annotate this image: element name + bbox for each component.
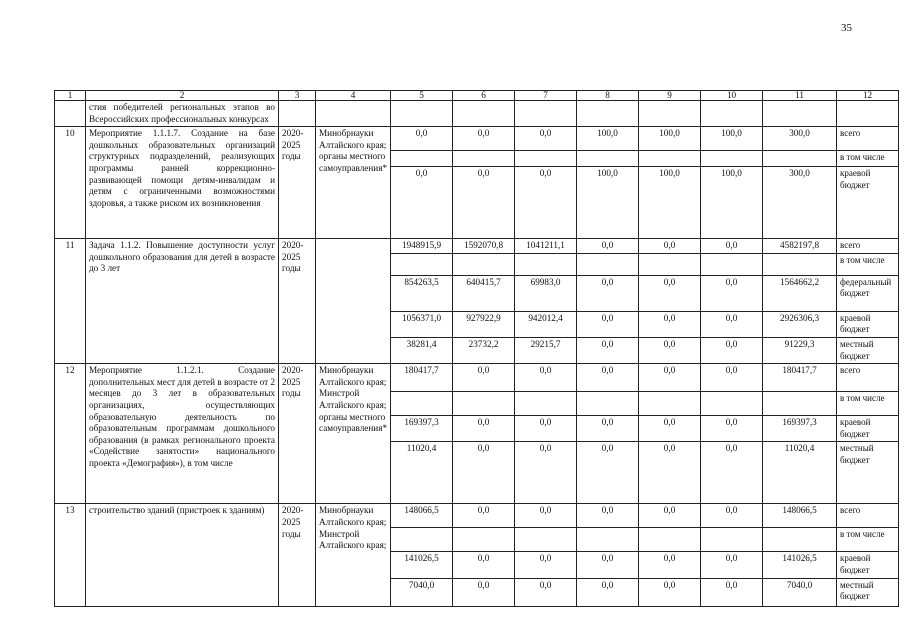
value-cell: [701, 253, 763, 275]
value-cell: 0,0: [577, 504, 639, 528]
value-cell: 0,0: [701, 416, 763, 442]
value-cell: 1056371,0: [391, 311, 453, 337]
value-cell: 0,0: [515, 127, 577, 151]
value-cell: 0,0: [639, 578, 701, 606]
value-cell: 180417,7: [391, 364, 453, 392]
value-cell: 2926306,3: [763, 311, 837, 337]
value-cell: 300,0: [763, 127, 837, 151]
value-cell: 300,0: [763, 167, 837, 239]
header-cell: 8: [577, 91, 639, 101]
value-cell: 11020,4: [763, 442, 837, 504]
value-cell: [577, 253, 639, 275]
value-cell: 148066,5: [391, 504, 453, 528]
activity-name: Мероприятие 1.1.2.1. Создание дополнительных мест для детей в возрасте от 2 месяцев до 3 лет в образовательных организациях, осуществляющих образовательную деятельность по образовательным программам дошкольного образования (в рамках регионального проекта «Содействие занятости» национального проекта «Демография»), в том числе: [86, 364, 279, 504]
period: 2020-2025 годы: [279, 239, 316, 364]
header-cell: 7: [515, 91, 577, 101]
row-number: [55, 101, 86, 127]
value-cell: 141026,5: [391, 552, 453, 578]
value-cell: [453, 151, 515, 167]
value-cell: 0,0: [453, 416, 515, 442]
table-row: [55, 504, 899, 528]
funding-source: краевой бюджет: [837, 311, 899, 337]
value-cell: 0,0: [639, 364, 701, 392]
value-cell: [577, 392, 639, 416]
funding-source: краевой бюджет: [837, 167, 899, 239]
value-cell: 0,0: [701, 275, 763, 311]
value-cell: 29215,7: [515, 337, 577, 363]
value-cell: [391, 528, 453, 552]
funding-source: в том числе: [837, 392, 899, 416]
value-cell: 0,0: [701, 239, 763, 254]
header-cell: 4: [316, 91, 391, 101]
value-cell: [453, 392, 515, 416]
value-cell: [391, 253, 453, 275]
value-cell: 0,0: [701, 504, 763, 528]
value-cell: 0,0: [577, 578, 639, 606]
header-cell: 5: [391, 91, 453, 101]
activity-name: Мероприятие 1.1.1.7. Создание на базе дошкольных образовательных организаций структурных подразделений, реализующих программы ранней коррекционно-развивающей помощи детям-инвалидам и детям с ограниченными возможностями здоровья, а также риском их возникновения: [86, 127, 279, 239]
value-cell: 0,0: [577, 275, 639, 311]
value-cell: 0,0: [391, 127, 453, 151]
activity-name: строительство зданий (пристроек к зданиям): [86, 504, 279, 606]
value-cell: 0,0: [515, 167, 577, 239]
value-cell: [763, 151, 837, 167]
table-row: [55, 239, 899, 254]
value-cell: [763, 392, 837, 416]
value-cell: 0,0: [453, 442, 515, 504]
value-cell: 100,0: [577, 127, 639, 151]
header-cell: 11: [763, 91, 837, 101]
value-cell: 0,0: [577, 552, 639, 578]
page-number: 35: [841, 22, 852, 34]
value-cell: [639, 392, 701, 416]
period: 2020-2025 годы: [279, 504, 316, 606]
value-cell: 0,0: [639, 442, 701, 504]
value-cell: 0,0: [515, 552, 577, 578]
value-cell: [639, 151, 701, 167]
value-cell: [701, 392, 763, 416]
program-table: [54, 90, 899, 607]
header-cell: 10: [701, 91, 763, 101]
period: 2020-2025 годы: [279, 127, 316, 239]
row-number: 12: [55, 364, 86, 504]
funding-source: местный бюджет: [837, 578, 899, 606]
value-cell: 0,0: [639, 416, 701, 442]
value-cell: [515, 392, 577, 416]
value-cell: 7040,0: [391, 578, 453, 606]
value-cell: [701, 151, 763, 167]
value-cell: 0,0: [453, 127, 515, 151]
value-cell: 0,0: [453, 167, 515, 239]
value-cell: [763, 253, 837, 275]
value-cell: 0,0: [639, 275, 701, 311]
header-cell: 12: [837, 91, 899, 101]
activity-name: стия победителей региональных этапов во Всероссийских профессиональных конкурсах: [86, 101, 279, 127]
executor: [316, 239, 391, 364]
funding-source: всего: [837, 504, 899, 528]
row-number: 11: [55, 239, 86, 364]
value-cell: 7040,0: [763, 578, 837, 606]
value-cell: 1948915,9: [391, 239, 453, 254]
header-row: [55, 91, 899, 101]
value-cell: 0,0: [515, 416, 577, 442]
header-cell: 6: [453, 91, 515, 101]
funding-source: местный бюджет: [837, 442, 899, 504]
value-cell: 0,0: [391, 167, 453, 239]
value-cell: 180417,7: [763, 364, 837, 392]
header-cell: 3: [279, 91, 316, 101]
funding-source: в том числе: [837, 151, 899, 167]
value-cell: [391, 151, 453, 167]
value-cell: [639, 253, 701, 275]
executor: Минобрнауки Алтайского края; органы местного самоуправления*: [316, 127, 391, 239]
value-cell: 23732,2: [453, 337, 515, 363]
value-cell: 0,0: [639, 552, 701, 578]
table-row: [55, 127, 899, 151]
value-cell: 148066,5: [763, 504, 837, 528]
funding-source: федеральный бюджет: [837, 275, 899, 311]
value-cell: 0,0: [639, 337, 701, 363]
value-cell: 640415,7: [453, 275, 515, 311]
executor: Минобрнауки Алтайского края; Минстрой Алтайского края;: [316, 504, 391, 606]
value-cell: 0,0: [515, 364, 577, 392]
funding-source: краевой бюджет: [837, 416, 899, 442]
funding-source: краевой бюджет: [837, 552, 899, 578]
value-cell: 0,0: [701, 364, 763, 392]
value-cell: [453, 528, 515, 552]
value-cell: 100,0: [701, 127, 763, 151]
value-cell: 854263,5: [391, 275, 453, 311]
value-cell: 0,0: [639, 239, 701, 254]
value-cell: 11020,4: [391, 442, 453, 504]
table-body: [55, 91, 899, 607]
value-cell: 1041211,1: [515, 239, 577, 254]
value-cell: 0,0: [701, 337, 763, 363]
funding-source: всего: [837, 364, 899, 392]
value-cell: 100,0: [639, 167, 701, 239]
value-cell: 0,0: [453, 504, 515, 528]
header-cell: 9: [639, 91, 701, 101]
value-cell: [639, 528, 701, 552]
value-cell: 1564662,2: [763, 275, 837, 311]
value-cell: [453, 253, 515, 275]
value-cell: 0,0: [577, 337, 639, 363]
value-cell: 0,0: [577, 364, 639, 392]
value-cell: 0,0: [577, 416, 639, 442]
value-cell: [515, 253, 577, 275]
value-cell: 91229,3: [763, 337, 837, 363]
period: 2020-2025 годы: [279, 364, 316, 504]
value-cell: 38281,4: [391, 337, 453, 363]
value-cell: 1592070,8: [453, 239, 515, 254]
value-cell: 0,0: [701, 578, 763, 606]
value-cell: 169397,3: [391, 416, 453, 442]
header-cell: 1: [55, 91, 86, 101]
value-cell: 927922,9: [453, 311, 515, 337]
value-cell: 0,0: [453, 552, 515, 578]
value-cell: 100,0: [701, 167, 763, 239]
value-cell: 942012,4: [515, 311, 577, 337]
value-cell: 0,0: [701, 552, 763, 578]
value-cell: [701, 528, 763, 552]
funding-source: всего: [837, 239, 899, 254]
value-cell: 69983,0: [515, 275, 577, 311]
value-cell: 0,0: [515, 578, 577, 606]
value-cell: 0,0: [453, 364, 515, 392]
funding-source: всего: [837, 127, 899, 151]
value-cell: 0,0: [577, 311, 639, 337]
table-row: [55, 364, 899, 392]
executor: Минобрнауки Алтайского края; Минстрой Алтайского края; органы местного самоуправления*: [316, 364, 391, 504]
activity-name: Задача 1.1.2. Повышение доступности услуг дошкольного образования для детей в возрасте до 3 лет: [86, 239, 279, 364]
value-cell: 100,0: [639, 127, 701, 151]
funding-source: в том числе: [837, 253, 899, 275]
value-cell: 0,0: [639, 311, 701, 337]
value-cell: 100,0: [577, 167, 639, 239]
value-cell: 4582197,8: [763, 239, 837, 254]
value-cell: 0,0: [515, 442, 577, 504]
row-number: 10: [55, 127, 86, 239]
value-cell: [515, 528, 577, 552]
value-cell: [391, 392, 453, 416]
row-number: 13: [55, 504, 86, 606]
value-cell: 0,0: [701, 311, 763, 337]
continuation-row: [55, 101, 899, 127]
value-cell: 0,0: [701, 442, 763, 504]
value-cell: [515, 151, 577, 167]
value-cell: 0,0: [577, 442, 639, 504]
value-cell: [577, 151, 639, 167]
value-cell: 0,0: [577, 239, 639, 254]
value-cell: [763, 528, 837, 552]
value-cell: 141026,5: [763, 552, 837, 578]
funding-source: местный бюджет: [837, 337, 899, 363]
value-cell: 0,0: [453, 578, 515, 606]
value-cell: 0,0: [639, 504, 701, 528]
value-cell: 0,0: [515, 504, 577, 528]
header-cell: 2: [86, 91, 279, 101]
value-cell: [577, 528, 639, 552]
value-cell: 169397,3: [763, 416, 837, 442]
funding-source: в том числе: [837, 528, 899, 552]
